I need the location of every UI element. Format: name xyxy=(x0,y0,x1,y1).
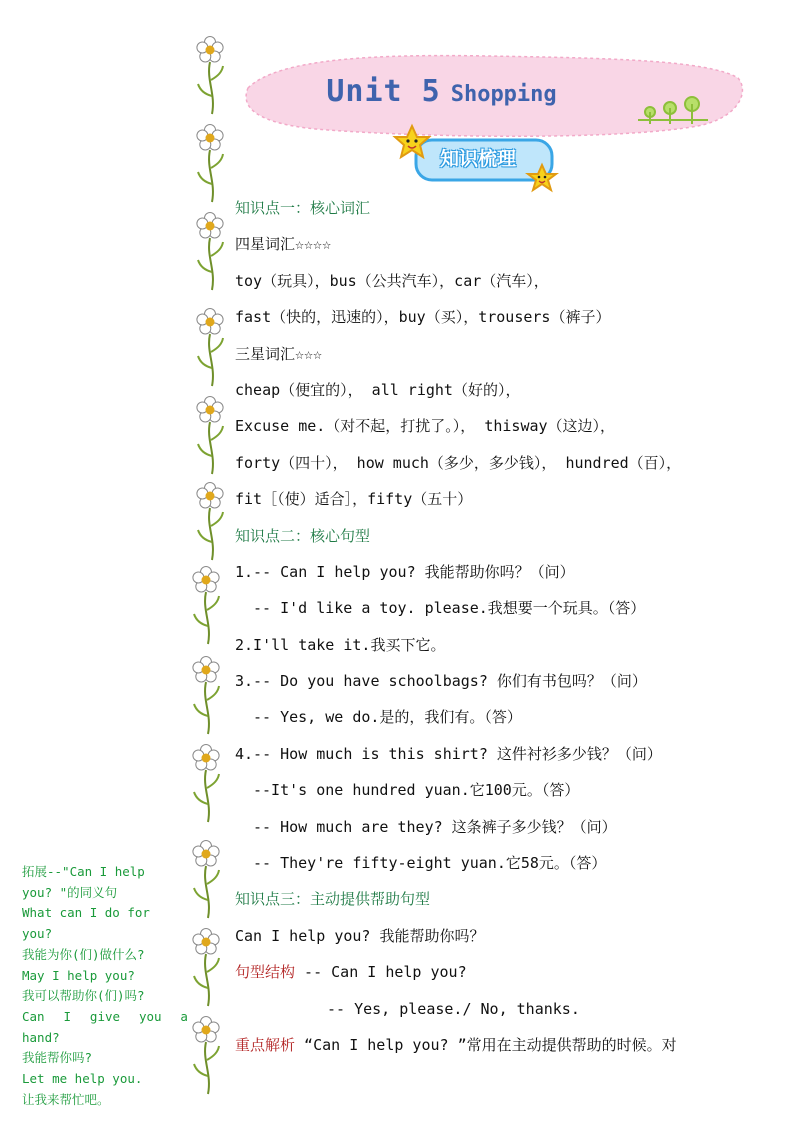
structure-line xyxy=(235,954,780,990)
text-line: 三星词汇☆☆☆ xyxy=(235,344,323,363)
side-note-line: 我能帮你吗? xyxy=(22,1050,93,1066)
structure-label: 句型结构 xyxy=(235,963,296,982)
analysis-text: “Can I help you? ”常用在主动提供帮助的时候。对 xyxy=(295,1035,677,1054)
text-line: -- I'd like a toy. please.我想要一个玩具。（答） xyxy=(253,599,646,618)
unit-title: Unit 5 xyxy=(326,74,441,109)
side-note-word: a xyxy=(180,1008,188,1024)
section-heading: 知识点一：核心词汇 xyxy=(235,199,371,217)
text-line: 1.-- Can I help you? 我能帮助你吗？（问） xyxy=(235,562,575,581)
text-line: -- How much are they? 这条裤子多少钱？（问） xyxy=(253,817,617,836)
topic-title: Shopping xyxy=(450,82,557,107)
text-line: toy（玩具），bus（公共汽车），car（汽车）， xyxy=(235,271,549,290)
side-note-line: hand? xyxy=(22,1029,60,1045)
text-line: -- They're fifty-eight yuan.它58元。（答） xyxy=(253,854,607,873)
side-note-line: 拓展--"Can I help xyxy=(22,864,145,879)
text-line: -- Yes, we do.是的，我们有。（答） xyxy=(253,708,522,727)
analysis-label: 重点解析 xyxy=(235,1035,296,1054)
side-note-word: Can xyxy=(22,1008,45,1024)
structure-line-2: -- Yes, please./ No, thanks. xyxy=(327,999,580,1018)
section-heading: 知识点三：主动提供帮助句型 xyxy=(235,890,431,909)
side-note-word: I xyxy=(63,1008,72,1024)
analysis-line xyxy=(235,1027,780,1063)
structure-text: -- Can I help you? xyxy=(295,963,467,982)
text-line: forty（四十）， how much（多少，多少钱）， hundred（百）， xyxy=(235,453,682,472)
side-note-line: Let me help you. xyxy=(22,1071,143,1087)
text-line: 四星词汇☆☆☆☆ xyxy=(235,235,332,254)
side-note-line: 我可以帮助你(们)吗? xyxy=(22,988,145,1004)
text-line: 3.-- Do you have schoolbags? 你们有书包吗？（问） xyxy=(235,672,647,691)
side-note-line: 让我来帮忙吧。 xyxy=(22,1091,110,1107)
text-line: Can I help you? 我能帮助你吗？ xyxy=(235,926,485,945)
text-line: fit［（使）适合］，fifty（五十） xyxy=(235,490,473,509)
side-note-line: What can I do for xyxy=(22,905,150,921)
side-note-line: 我能为你(们)做什么? xyxy=(22,946,145,962)
side-note xyxy=(22,862,190,1110)
text-line: cheap（便宜的）， all right（好的）， xyxy=(235,380,521,399)
text-line: Excuse me.（对不起，打扰了。）， thisway（这边）， xyxy=(235,417,616,436)
text-line: fast（快的，迅速的），buy（买），trousers（裤子） xyxy=(235,308,611,327)
side-note-line: you? xyxy=(22,926,53,942)
content-body xyxy=(235,190,780,1063)
section-heading: 知识点二：核心句型 xyxy=(235,526,371,545)
side-note-line: May I help you? xyxy=(22,967,135,983)
text-line: 2.I'll take it.我买下它。 xyxy=(235,635,446,654)
side-note-line: you? "的同义句 xyxy=(22,884,118,900)
page-title xyxy=(0,74,793,109)
text-line: --It's one hundred yuan.它100元。（答） xyxy=(253,781,580,800)
side-note-word: give xyxy=(89,1008,121,1024)
text-line: 4.-- How much is this shirt? 这件衬衫多少钱？（问） xyxy=(235,744,662,763)
badge-label: 知识梳理 xyxy=(439,148,516,170)
flower-vine-decoration xyxy=(186,30,236,1110)
side-note-word: you xyxy=(138,1008,162,1024)
side-note-justified-line xyxy=(22,1007,188,1028)
